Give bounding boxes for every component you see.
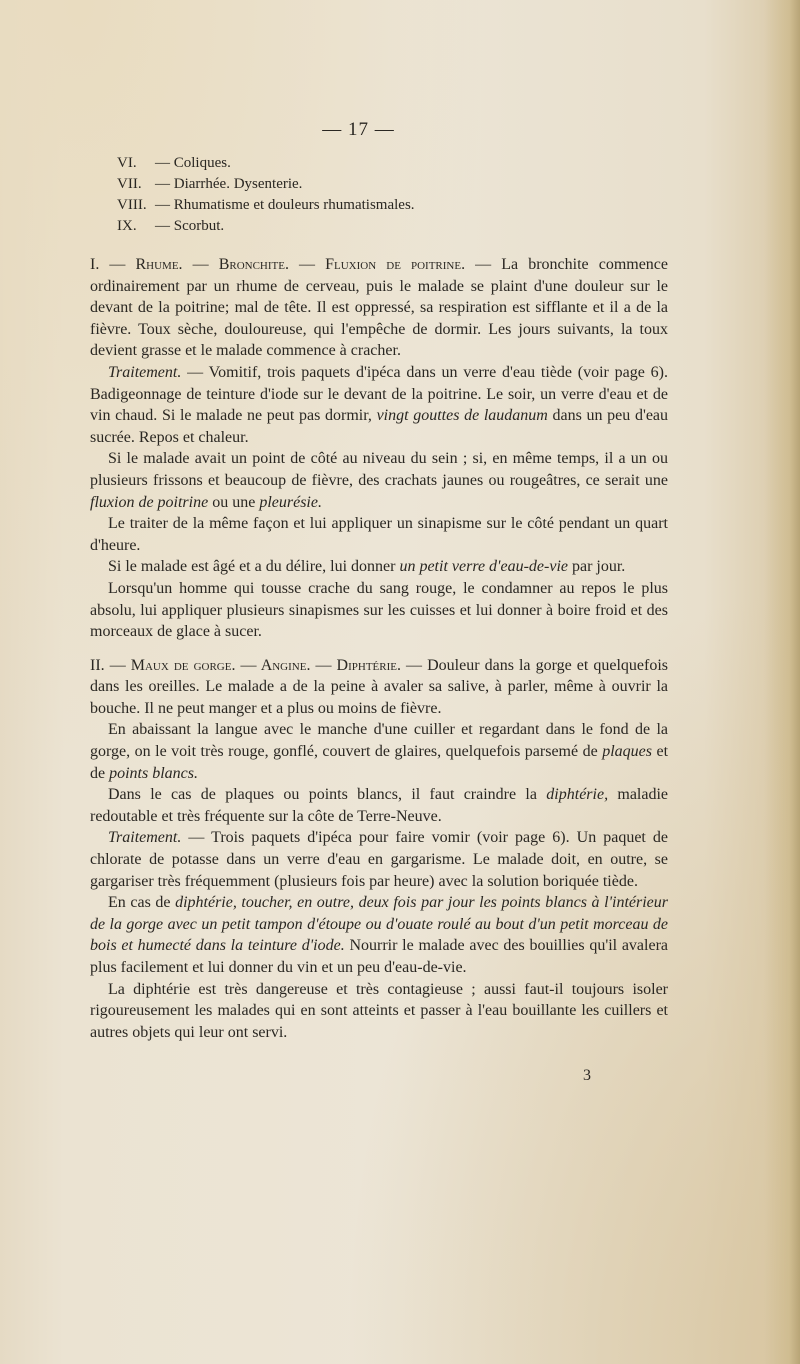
list-item-number: VIII. xyxy=(117,197,147,213)
section-1-intro: I. — Rhume. — Bronchite. — Fluxion de poitrine. — La bronchite commence ordinairement par un rhume de cerveau, puis le malade se plaint d'une douleur sur le devant de la poitrine; mal de tête. Il est oppressé, sa respiration est sifflante et il a de la fièvre. Toux sèche, douloureuse, qui l'empêche de dormir. Les jours suivants, la toux devient grasse et le malade commence à cracher. xyxy=(90,256,669,360)
paragraph: Le traiter de la même façon et lui appliquer un sinapisme sur le côté pendant un quart d'heure. xyxy=(90,515,668,554)
list-item xyxy=(117,174,415,195)
paragraph: Si le malade avait un point de côté au niveau du sein ; si, en même temps, il a un ou plusieurs frissons et beaucoup de fièvre, des crachats jaunes ou rougeâtres, ce serait une fluxion de poitrine ou une pleurésie. xyxy=(90,450,668,511)
list-item-text: — Rhumatisme et douleurs rhumatismales. xyxy=(155,197,415,213)
signature-mark: 3 xyxy=(583,1067,591,1084)
list-item-number: VI. xyxy=(117,155,137,171)
list-item-text: — Scorbut. xyxy=(155,218,225,234)
body-text xyxy=(90,254,668,1043)
list-item xyxy=(117,216,415,237)
page-number: — 17 — xyxy=(322,119,395,140)
paragraph: Lorsqu'un homme qui tousse crache du sang rouge, le condamner au repos le plus absolu, lui appliquer plusieurs sinapismes sur les cuisses et lui donner à boire froid et des morceaux de glace à sucer. xyxy=(90,579,668,641)
paragraph: Dans le cas de plaques ou points blancs, il faut craindre la diphtérie, maladie redoutable et très fréquente sur la côte de Terre-Neuve. xyxy=(90,786,669,825)
paragraph: En cas de diphtérie, toucher, en outre, deux fois par jour les points blancs à l'intérieur de la gorge avec un petit tampon d'étoupe ou d'ouate roulé au bout d'un petit morceau de bois et humecté dans la teinture d'iode. Nourrir le malade avec des bouillies qu'il avalera plus facilement et lui donner du vin et un peu d'eau-de-vie. xyxy=(90,894,669,976)
paragraph: La diphtérie est très dangereuse et très contagieuse ; aussi faut-il toujours isoler rigoureusement les malades qui en sont atteints et passer à l'eau bouillante les cuillers et autres objets qui leur ont servi. xyxy=(90,980,668,1041)
list-item xyxy=(117,195,415,216)
list-item-text: — Coliques. xyxy=(155,155,231,171)
list-item-number: IX. xyxy=(117,218,137,234)
page-edge-shading xyxy=(764,0,800,1364)
section-2-heading: II. — Maux de gorge. — Angine. — Diphtérie. — xyxy=(90,656,423,674)
list-item xyxy=(117,153,415,174)
treatment-label: Traitement. xyxy=(108,829,182,847)
list-item-number: VII. xyxy=(117,176,142,192)
section-1-treatment: Traitement. — Vomitif, trois paquets d'ipéca dans un verre d'eau tiède (voir page 6). Badigeonnage de teinture d'iode sur le devant de la poitrine. Le soir, un verre d'eau et de vin chaud. Si le malade ne peut pas dormir, vingt gouttes de laudanum dans un peu d'eau sucrée. Repos et chaleur. xyxy=(90,363,669,446)
paragraph: Si le malade est âgé et a du délire, lui donner un petit verre d'eau-de-vie par jour. xyxy=(108,558,626,576)
section-2-treatment: Traitement. — Trois paquets d'ipéca pour faire vomir (voir page 6). Un paquet de chlorate de potasse dans un verre d'eau en gargarisme. Le malade doit, en outre, se gargariser très fréquemment (plusieurs fois par heure) avec la solution boriquée tiède. xyxy=(90,829,669,890)
treatment-label: Traitement. xyxy=(108,363,182,381)
list-item-text: — Diarrhée. Dysenterie. xyxy=(155,176,303,192)
section-1-heading: I. — Rhume. — Bronchite. — Fluxion de poitrine. — xyxy=(90,256,492,273)
paragraph: En abaissant la langue avec le manche d'une cuiller et regardant dans le fond de la gorge, on le voit très rouge, gonflé, couvert de glaires, quelquefois parsemé de plaques et de points blancs. xyxy=(90,721,669,782)
section-2-intro: II. — Maux de gorge. — Angine. — Diphtérie. — Douleur dans la gorge et quelquefois dans les oreilles. Le malade a de la peine à avaler sa salive, à parler, même à ouvrir la bouche. Il ne peut manger et a plus ou moins de fièvre. xyxy=(90,656,669,717)
section-list xyxy=(117,153,415,237)
